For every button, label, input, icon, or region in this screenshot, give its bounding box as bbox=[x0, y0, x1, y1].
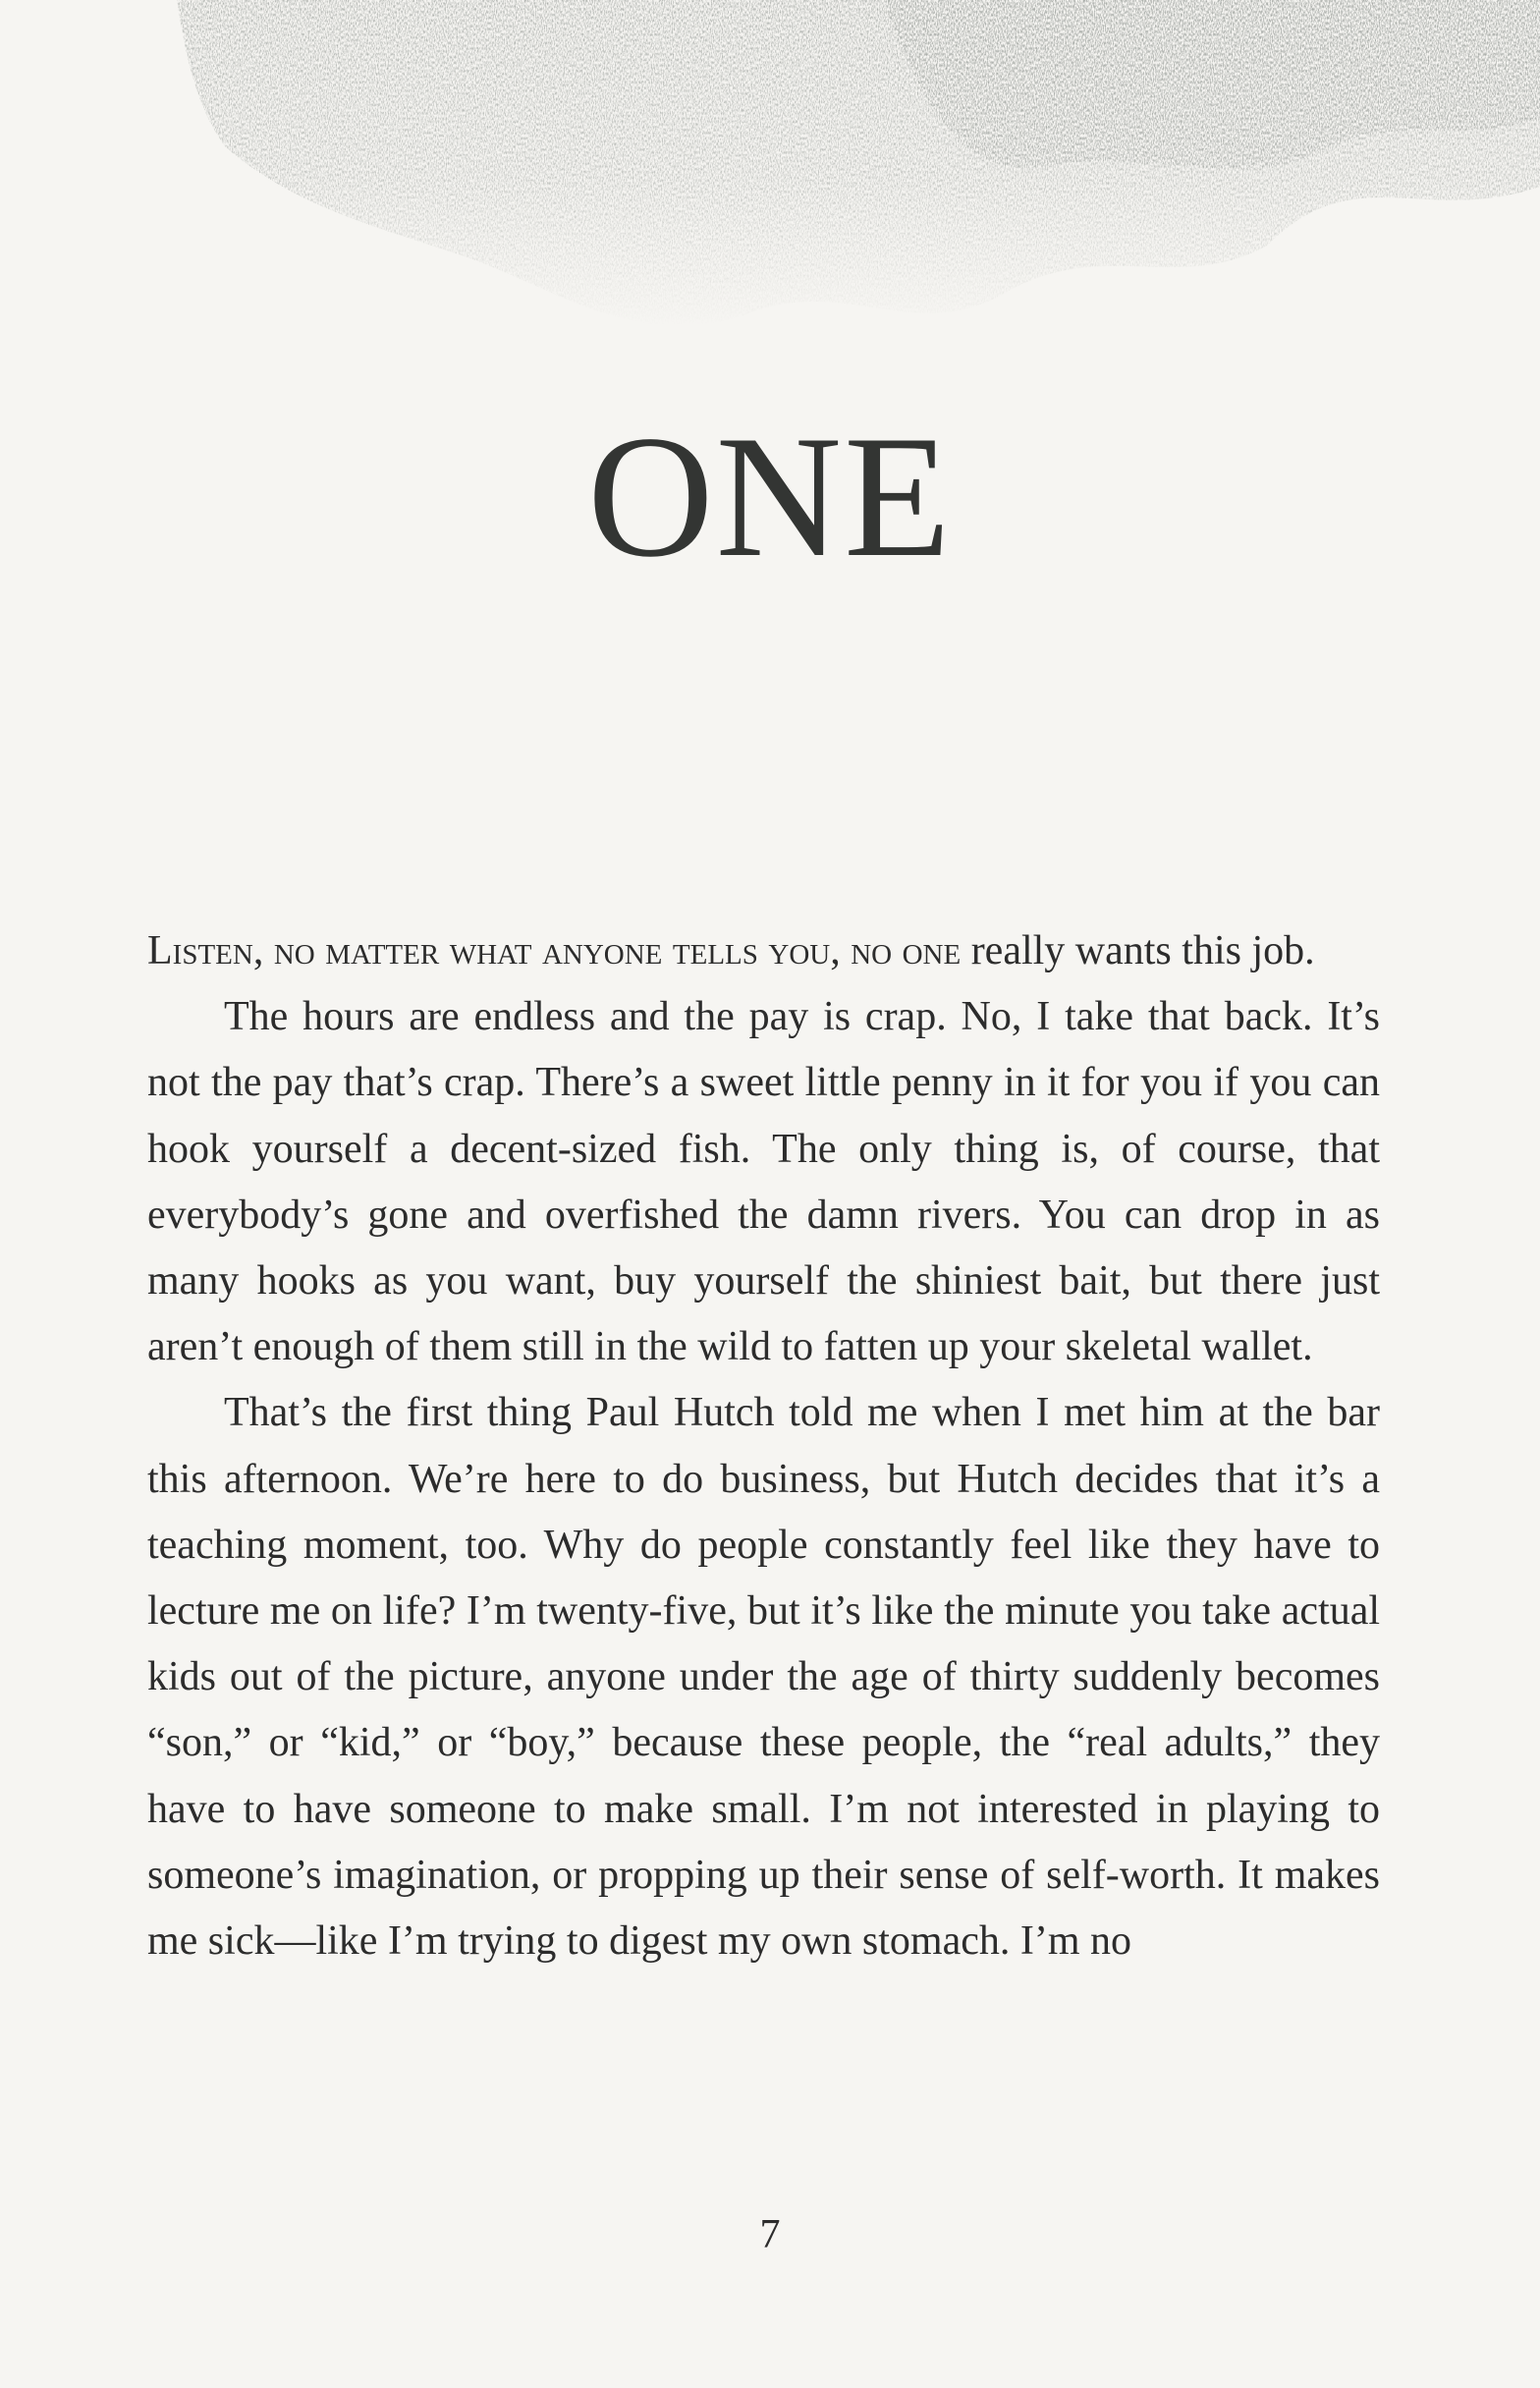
ink-smudge-decoration bbox=[0, 0, 1540, 422]
opening-small-caps: Listen, no matter what anyone tells you, no one bbox=[147, 928, 962, 973]
body-text bbox=[147, 918, 1380, 1974]
opening-rest: really wants this job. bbox=[961, 928, 1315, 973]
chapter-title: ONE bbox=[587, 399, 953, 593]
page-number: 7 bbox=[759, 2212, 781, 2257]
paragraph-opening bbox=[147, 918, 1380, 984]
paragraph-3: That’s the first thing Paul Hutch told me when I met him at the bar this afternoon. We’re here to do business, but Hutch decides that it’s a teaching moment, too. Why do people constantly feel like they have to lecture me on life? I’m twenty-five, but it’s like the minute you take actual kids out of the picture, anyone under the age of thirty suddenly becomes “son,” or “kid,” or “boy,” because these people, the “real adults,” they have to have someone to make small. I’m not interested in playing to someone’s imagination, or propping up their sense of self-worth. It makes me sick—like I’m trying to digest my own stomach. I’m no bbox=[147, 1390, 1380, 1965]
paragraph-2: The hours are endless and the pay is crap. No, I take that back. It’s not the pay that’s crap. There’s a sweet little penny in it for you if you can hook yourself a decent-sized fish. The only thing is, of course, that everybody’s gone and overfished the damn rivers. You can drop in as many hooks as you want, buy yourself the shiniest bait, but there just aren’t enough of them still in the wild to fatten up your skeletal wallet. bbox=[147, 994, 1380, 1370]
